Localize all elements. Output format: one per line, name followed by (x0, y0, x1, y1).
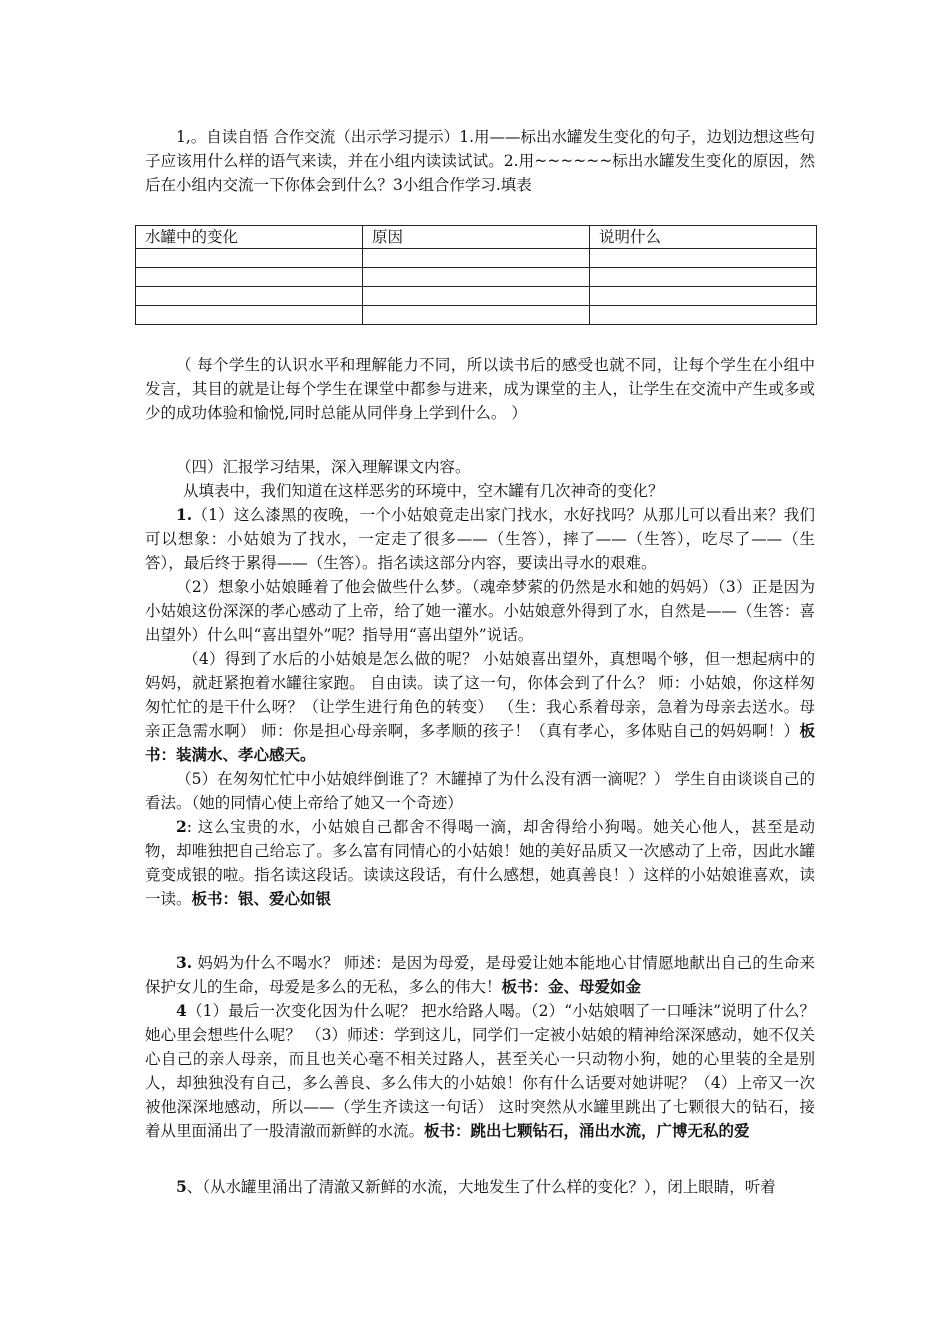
table-cell (136, 249, 363, 268)
question-text: 从填表中，我们知道在这样恶劣的环境中，空木罐有几次神奇的变化？ (183, 482, 664, 500)
paragraph-6-text: 妈妈为什么不喝水？ 师述：是因为母爱，是母爱让她本能地心甘情愿地献出自己的生命来保护女儿的生命，母爱是多么的无私，多么的伟大！ (145, 954, 815, 996)
paragraph-4-text: （5）在匆匆忙忙中小姑娘绊倒谁了？木罐掉了为什么没有洒一滴呢？） 学生自由谈谈自己的看法。（她的同情心使上帝给了她又一个奇迹） (145, 770, 815, 812)
paragraph-1-text: （1）这么漆黑的夜晚，一个小姑娘竟走出家门找水，水好找吗？从那儿可以看出来？我们可以想象：小姑娘为了找水，一定走了很多——（生答），摔了——（生答），吃尽了——（生答），最后终于累得——（生答）。指名读这部分内容，要读出寻水的艰难。 (145, 506, 815, 572)
paragraph-7 (145, 999, 815, 1143)
board-note-2: 板书：银、爱心如银 (191, 889, 332, 908)
table-cell (590, 249, 817, 268)
fill-in-table (135, 225, 817, 325)
table-cell (590, 306, 817, 325)
table-header-cell: 说明什么 (590, 226, 817, 249)
table-row (136, 249, 817, 268)
table-cell (136, 287, 363, 306)
table-header-row (136, 226, 817, 249)
paragraph-1 (145, 503, 815, 575)
table-header-cell: 原因 (363, 226, 590, 249)
paragraph-5 (145, 815, 815, 911)
paragraph-2 (145, 575, 815, 647)
teaching-note (145, 353, 815, 425)
board-note-4: 板书：跳出七颗钻石，涌出水流，广博无私的爱 (424, 1121, 750, 1140)
paragraph-5-text: : 这么宝贵的水，小姑娘自己都舍不得喝一滴，却舍得给小狗喝。她关心他人，甚至是动物，却唯独把自己给忘了。多么富有同情心的小姑娘！她的美好品质又一次感动了上帝，因此水罐竟变成银的啦。指名读这段话。读读这段话，有什么感想，她真善良！）这样的小姑娘谁喜欢，读一读。 (145, 818, 815, 908)
intro-text: 1,。自读自悟 合作交流（出示学习提示）1.用——标出水罐发生变化的句子，边划边想这些句子应该用什么样的语气来读，并在小组内读读试试。2.用~~~~~~标出水罐发生变化的原因，然后在小组内交流一下你体会到什么？3小组合作学习.填表 (145, 128, 816, 194)
note-text: （ 每个学生的认识水平和理解能力不同，所以读书后的感受也就不同，让每个学生在小组中发言，其目的就是让每个学生在课堂中都参与进来，成为课堂的主人，让学生在交流中产生或多或少的成功体验和愉悦,同时总能从同伴身上学到什么。 ） (145, 356, 815, 422)
intro-paragraph (145, 125, 815, 197)
table-cell (363, 306, 590, 325)
paragraph-3-text: （4）得到了水后的小姑娘是怎么做的呢？ 小姑娘喜出望外，真想喝个够，但一想起病中的妈妈，就赶紧抱着水罐往家跑。 自由读。读了这一句，你体会到了什么？ 师：小姑娘，你这样匆匆忙忙的是干什么呀？（让学生进行角色的转变） （生：我心系着母亲，急着为母亲去送水。母亲正急需水啊） 师：你是担心母亲啊，多孝顺的孩子！（真有孝心，多体贴自己的妈妈啊！） (145, 650, 815, 740)
paragraph-2-text: （2）想象小姑娘睡着了他会做些什么梦。（魂牵梦萦的仍然是水和她的妈妈）（3）正是因为小姑娘这份深深的孝心感动了上帝，给了她一灌水。小姑娘意外得到了水，自然是——（生答：喜出望外）什么叫“喜出望外”呢？指导用“喜出望外”说话。 (145, 578, 815, 644)
paragraph-7-number: 4 (176, 1001, 187, 1020)
table-cell (136, 268, 363, 287)
paragraph-8-text: 、（从水罐里涌出了清澈又新鲜的水流，大地发生了什么样的变化？），闭上眼睛，听着 (186, 1178, 776, 1196)
table-cell (590, 287, 817, 306)
table-row (136, 287, 817, 306)
board-note-3: 板书：金、母爱如金 (501, 977, 642, 996)
table-row (136, 268, 817, 287)
board-note-1: 板书：装满水、孝心感天。 (145, 721, 815, 764)
table-cell (136, 306, 363, 325)
paragraph-5-number: 2 (176, 817, 187, 836)
paragraph-4 (145, 767, 815, 815)
table-cell (363, 287, 590, 306)
paragraph-1-number: 1. (176, 505, 193, 524)
paragraph-6-number: 3. (176, 953, 193, 972)
section-four-heading (145, 455, 815, 479)
table-cell (363, 249, 590, 268)
table-header-cell: 水罐中的变化 (136, 226, 363, 249)
paragraph-8-number: 5 (176, 1177, 187, 1196)
question-paragraph (145, 479, 815, 503)
paragraph-6 (145, 951, 815, 999)
table-cell (590, 268, 817, 287)
paragraph-8 (145, 1175, 815, 1199)
paragraph-3 (145, 647, 815, 767)
table-row (136, 306, 817, 325)
section-four-text: （四）汇报学习结果，深入理解课文内容。 (176, 458, 471, 476)
table-cell (363, 268, 590, 287)
paragraph-7-text: （1）最后一次变化因为什么呢？ 把水给路人喝。（2）“小姑娘咽了一口唾沫”说明了什么？她心里会想些什么呢？ （3）师述：学到这儿，同学们一定被小姑娘的精神给深深感动，她不仅关心自己的亲人母亲，而且也关心毫不相关过路人，甚至关心一只动物小狗，她的心里装的全是别人，却独独没有自己，多么善良、多么伟大的小姑娘！你有什么话要对她讲呢？（4）上帝又一次被他深深地感动，所以——（学生齐读这一句话） 这时突然从水罐里跳出了七颗很大的钻石，接着从里面涌出了一股清澈而新鲜的水流。 (145, 1002, 815, 1140)
